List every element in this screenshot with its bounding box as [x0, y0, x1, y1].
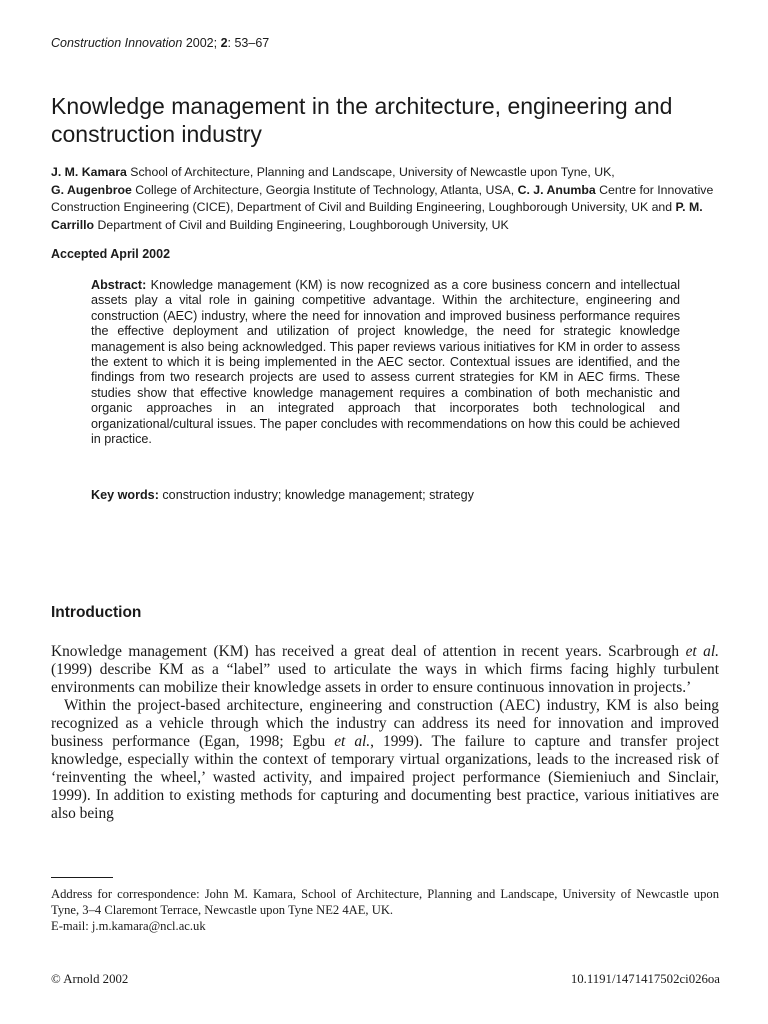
author-name: P. M. Carrillo [51, 200, 703, 232]
author-affiliation: College of Architecture, Georgia Institute of Technology, Atlanta, USA, [131, 182, 518, 197]
keywords [91, 488, 474, 502]
paragraph-italic: et al. [685, 643, 719, 660]
footnote-divider [51, 877, 113, 878]
correspondence-address: Address for correspondence: John M. Kamara, School of Architecture, Planning and Landscape, University of Newcastle upon Tyne, 3–4 Claremont Terrace, Newcastle upon Tyne NE2 4AE, UK. [51, 887, 719, 917]
paragraph-text: (1999) describe KM as a “label” used to articulate the ways in which firms facing highly turbulent environments can mobilize their knowledge assets in order to ensure continuous innovation in projects.’ [51, 661, 719, 696]
paragraph-italic: et al. [334, 733, 371, 750]
footnote [51, 886, 719, 934]
paragraph-text: Knowledge management (KM) has received a great deal of attention in recent years. Scarbrough [51, 643, 686, 660]
keywords-label: Key words: [91, 488, 159, 502]
citation-pages: : 53–67 [227, 36, 270, 50]
author-name: J. M. Kamara [51, 165, 127, 179]
author-name: G. Augenbroe [51, 182, 132, 197]
keywords-text: construction industry; knowledge management; strategy [158, 488, 474, 502]
journal-citation [51, 36, 269, 50]
author-list [51, 164, 723, 234]
author-affiliation: Centre for Innovative Construction Engineering (CICE), Department of Civil and Building Engineering, Loughborough University, UK and [51, 182, 714, 214]
abstract-label: Abstract: [91, 278, 147, 292]
abstract-text: Knowledge management (KM) is now recognized as a core business concern and intellectual assets play a vital role in gaining competitive advantage. Within the architecture, engineering and construction (AEC) industry, where the need for innovation and improved business performance requires the effective deployment and utilization of project knowledge, the need for strategic knowledge management is also being acknowledged. This paper reviews various initiatives for KM in order to assess the extent to which it is being implemented in the AEC sector. Contextual issues are identified, and the findings from two research projects are used to assess current strategies for KM in AEC firms. These studies show that effective knowledge management requires a combination of both mechanistic and organic approaches in an integrated approach that incorporates both technological and organizational/cultural issues. The paper concludes with recommendations on how this could be achieved in practice. [91, 278, 680, 447]
author-affiliation: Department of Civil and Building Engineering, Loughborough University, UK [94, 217, 509, 232]
article-title: Knowledge management in the architecture, engineering and construction industry [51, 93, 673, 147]
copyright-notice: © Arnold 2002 [51, 972, 129, 986]
citation-volume: 2 [220, 36, 228, 50]
correspondence-email: E-mail: j.m.kamara@ncl.ac.uk [51, 919, 206, 933]
abstract [91, 278, 680, 447]
author-name: C. J. Anumba [517, 182, 596, 197]
paragraph-text: , 1999). The failure to capture and transfer project knowledge, especially within the context of temporary virtual organizations, leads to the increased risk of ‘reinventing the wheel,’ wasted activity, and impaired project performance (Siemieniuch and Sinclair, 1999). In addition to existing methods for capturing and documenting best practice, various initiatives are also being [51, 733, 719, 822]
journal-name: Construction Innovation [51, 36, 183, 50]
paragraph [51, 697, 719, 823]
citation-year: 2002; [182, 36, 221, 50]
author-affiliation: School of Architecture, Planning and Landscape, University of Newcastle upon Tyne, UK, [126, 165, 615, 179]
doi: 10.1191/1471417502ci026oa [570, 972, 720, 986]
accepted-date: Accepted April 2002 [51, 247, 171, 261]
body-text [51, 643, 719, 823]
section-heading-introduction: Introduction [51, 604, 142, 621]
paragraph [51, 643, 719, 697]
paragraph-text: Within the project-based architecture, engineering and construction (AEC) industry, KM is also being recognized as a vehicle through which the industry can address its need for innovation and improved business performance (Egan, 1998; Egbu [51, 697, 719, 750]
